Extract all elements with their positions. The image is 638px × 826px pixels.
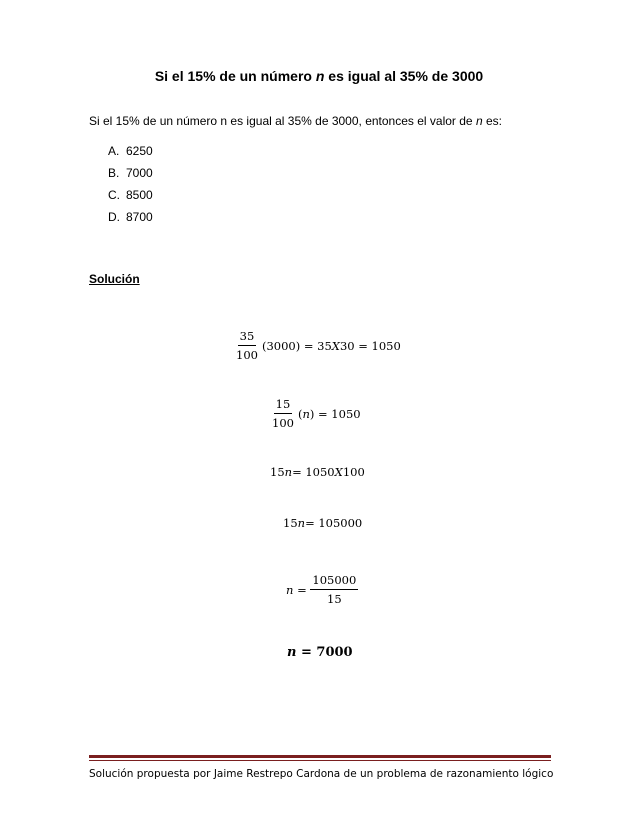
footer-text: Solución propuesta por Jaime Restrepo Cardona de un problema de razonamiento lógico xyxy=(89,768,554,780)
footer-rule xyxy=(89,755,551,758)
fraction: $\frac{105000}{15}$ xyxy=(312,573,357,606)
option-c: C. 8500 xyxy=(108,188,153,202)
question-text: Si el 15% de un número n es igual al 35% de 3000, entonces el valor de n es: xyxy=(89,114,502,128)
option-b: B. 7000 xyxy=(108,166,153,180)
equation-3: 15 n = 1050 X 100 xyxy=(270,465,365,479)
final-answer: n = 7000 xyxy=(287,645,353,660)
fraction: $\frac{35}{100}$ xyxy=(236,329,258,362)
answer-options xyxy=(108,143,153,231)
option-d: D. 8700 xyxy=(108,210,153,224)
equation-5: n = $\frac{105000}{15}$ xyxy=(286,573,357,606)
equation-2: $\frac{15}{100}$ ( n ) = 1050 xyxy=(272,397,361,430)
page-title: Si el 15% de un número n es igual al 35% de 3000 xyxy=(154,68,484,84)
footer-rule-thin xyxy=(89,760,551,761)
equation-4: 15 n = 105000 xyxy=(283,516,363,530)
title-variable: n xyxy=(315,68,325,84)
question-variable: n xyxy=(475,114,483,128)
equation-1: $\frac{35}{100}$ (3000) = 35 X 30 = 1050 xyxy=(236,329,401,362)
solution-heading: Solución xyxy=(89,272,140,286)
fraction: $\frac{15}{100}$ xyxy=(272,397,294,430)
option-a: A. 6250 xyxy=(108,144,153,158)
